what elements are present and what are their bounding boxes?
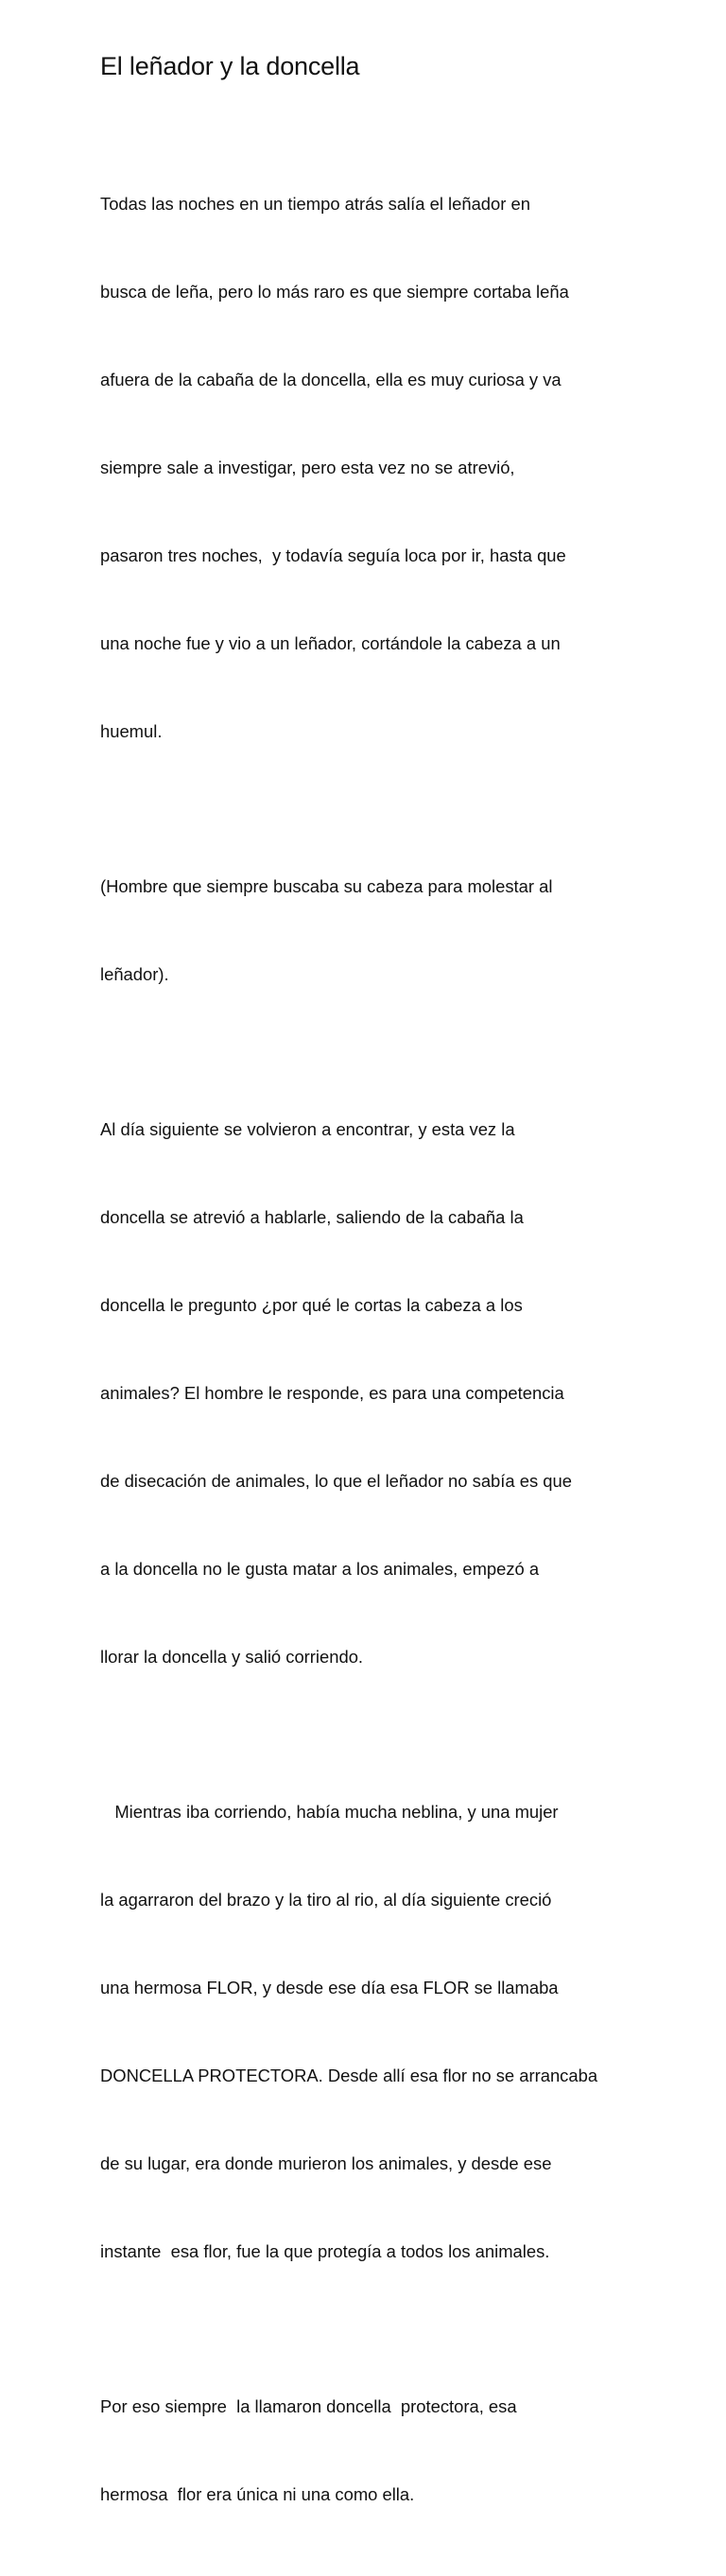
text-line: (Hombre que siempre buscaba su cabeza para molestar al	[100, 876, 553, 896]
text-line: busca de leña, pero lo más raro es que siempre cortaba leña	[100, 282, 569, 302]
text-line: animales? El hombre le responde, es para una competencia	[100, 1383, 564, 1403]
text-line: instante esa flor, fue la que protegía a todos los animales.	[100, 2241, 550, 2261]
text-line: DONCELLA PROTECTORA. Desde allí esa flor no se arrancaba	[100, 2066, 598, 2085]
text-line: doncella se atrevió a hablarle, saliendo de la cabaña la	[100, 1207, 524, 1227]
text-line: leñador).	[100, 964, 169, 984]
text-line: hermosa flor era única ni una como ella.	[100, 2484, 415, 2504]
paragraph-3	[100, 1056, 630, 1730]
document-title: El leñador y la doncella	[100, 52, 360, 80]
text-line: la agarraron del brazo y la tiro al rio, al día siguiente creció	[100, 1890, 552, 1910]
text-line: una hermosa FLOR, y desde ese día esa FLOR se llamaba	[100, 1978, 559, 1997]
text-line: huemul.	[100, 721, 163, 741]
paragraph-1	[100, 130, 630, 804]
text-line: Al día siguiente se volvieron a encontrar, y esta vez la	[100, 1119, 515, 1139]
text-line: llorar la doncella y salió corriendo.	[100, 1647, 364, 1667]
paragraph-2	[100, 813, 630, 1047]
text-line: doncella le pregunto ¿por qué le cortas la cabeza a los	[100, 1295, 523, 1315]
text-line: Por eso siempre la llamaron doncella protectora, esa	[100, 2396, 517, 2416]
text-line: una noche fue y vio a un leñador, cortándole la cabeza a un	[100, 633, 561, 653]
text-line: de disecación de animales, lo que el leñador no sabía es que	[100, 1471, 572, 1491]
text-line: a la doncella no le gusta matar a los animales, empezó a	[100, 1559, 540, 1579]
text-line: Todas las noches en un tiempo atrás salía el leñador en	[100, 194, 530, 214]
text-line: Mientras iba corriendo, había mucha neblina, y una mujer	[100, 1802, 559, 1822]
text-line: afuera de la cabaña de la doncella, ella es muy curiosa y va	[100, 370, 562, 389]
paragraph-4	[100, 1738, 630, 2325]
text-line: siempre sale a investigar, pero esta vez no se atrevió,	[100, 458, 515, 477]
document-body	[100, 130, 630, 2576]
text-line: de su lugar, era donde murieron los animales, y desde ese	[100, 2153, 552, 2173]
text-line: pasaron tres noches, y todavía seguía loca por ir, hasta que	[100, 545, 566, 565]
paragraph-5	[100, 2333, 630, 2567]
